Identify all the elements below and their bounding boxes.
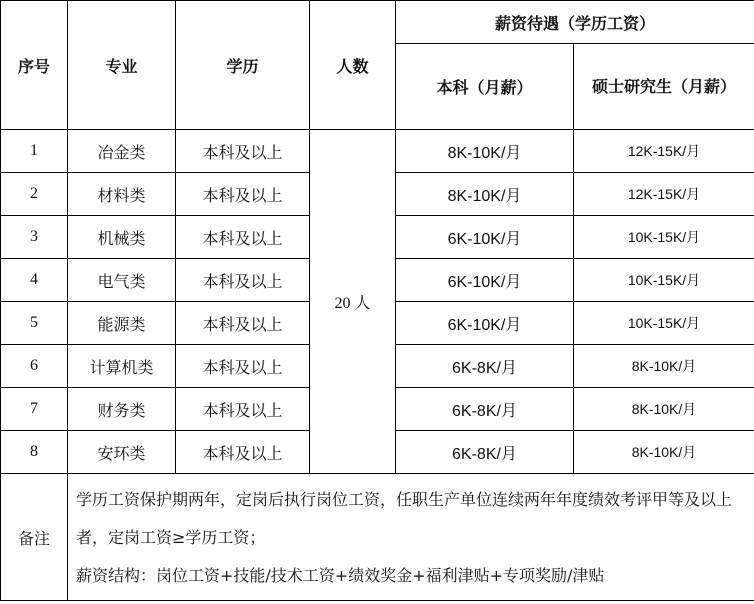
row-index: 2 [1,173,68,216]
header-index: 序号 [1,1,68,130]
row-degree: 本科及以上 [176,216,310,259]
row-bachelor-salary: 8K-10K/月 [396,130,574,173]
row-master-salary: 8K-10K/月 [574,345,754,388]
row-degree: 本科及以上 [176,302,310,345]
row-master-salary: 12K-15K/月 [574,130,754,173]
row-degree: 本科及以上 [176,259,310,302]
row-bachelor-salary: 6K-8K/月 [396,345,574,388]
row-degree: 本科及以上 [176,388,310,431]
row-degree: 本科及以上 [176,130,310,173]
header-master: 硕士研究生（月薪） [574,44,754,130]
row-master-salary: 10K-15K/月 [574,259,754,302]
row-index: 5 [1,302,68,345]
row-degree: 本科及以上 [176,345,310,388]
remarks-content [68,474,754,601]
row-major: 财务类 [68,388,176,431]
remarks-row [1,474,754,601]
table-row [1,130,754,173]
row-bachelor-salary: 6K-10K/月 [396,259,574,302]
row-index: 3 [1,216,68,259]
row-index: 8 [1,431,68,474]
headcount-cell: 20 人 [310,130,396,474]
row-master-salary: 8K-10K/月 [574,431,754,474]
row-index: 1 [1,130,68,173]
remarks-label: 备注 [1,474,68,601]
row-bachelor-salary: 6K-8K/月 [396,388,574,431]
remarks-line-2: 薪资结构：岗位工资+技能/技术工资+绩效奖金+福利津贴+专项奖励/津贴 [76,566,605,585]
row-master-salary: 12K-15K/月 [574,173,754,216]
row-index: 4 [1,259,68,302]
row-major: 能源类 [68,302,176,345]
row-master-salary: 8K-10K/月 [574,388,754,431]
row-master-salary: 10K-15K/月 [574,302,754,345]
row-index: 6 [1,345,68,388]
header-bachelor: 本科（月薪） [396,44,574,130]
row-major: 材料类 [68,173,176,216]
remarks-line-1: 学历工资保护期两年，定岗后执行岗位工资，任职生产单位连续两年年度绩效考评甲等及以上者，定岗工资≥学历工资； [76,490,733,547]
row-bachelor-salary: 6K-8K/月 [396,431,574,474]
header-count: 人数 [310,1,396,130]
row-major: 机械类 [68,216,176,259]
row-major: 计算机类 [68,345,176,388]
row-index: 7 [1,388,68,431]
row-bachelor-salary: 8K-10K/月 [396,173,574,216]
row-bachelor-salary: 6K-10K/月 [396,216,574,259]
row-major: 冶金类 [68,130,176,173]
header-salary-group: 薪资待遇（学历工资） [396,1,754,44]
row-bachelor-salary: 6K-10K/月 [396,302,574,345]
row-major: 安环类 [68,431,176,474]
row-degree: 本科及以上 [176,431,310,474]
header-major: 专业 [68,1,176,130]
row-degree: 本科及以上 [176,173,310,216]
row-major: 电气类 [68,259,176,302]
row-master-salary: 10K-15K/月 [574,216,754,259]
header-degree: 学历 [176,1,310,130]
